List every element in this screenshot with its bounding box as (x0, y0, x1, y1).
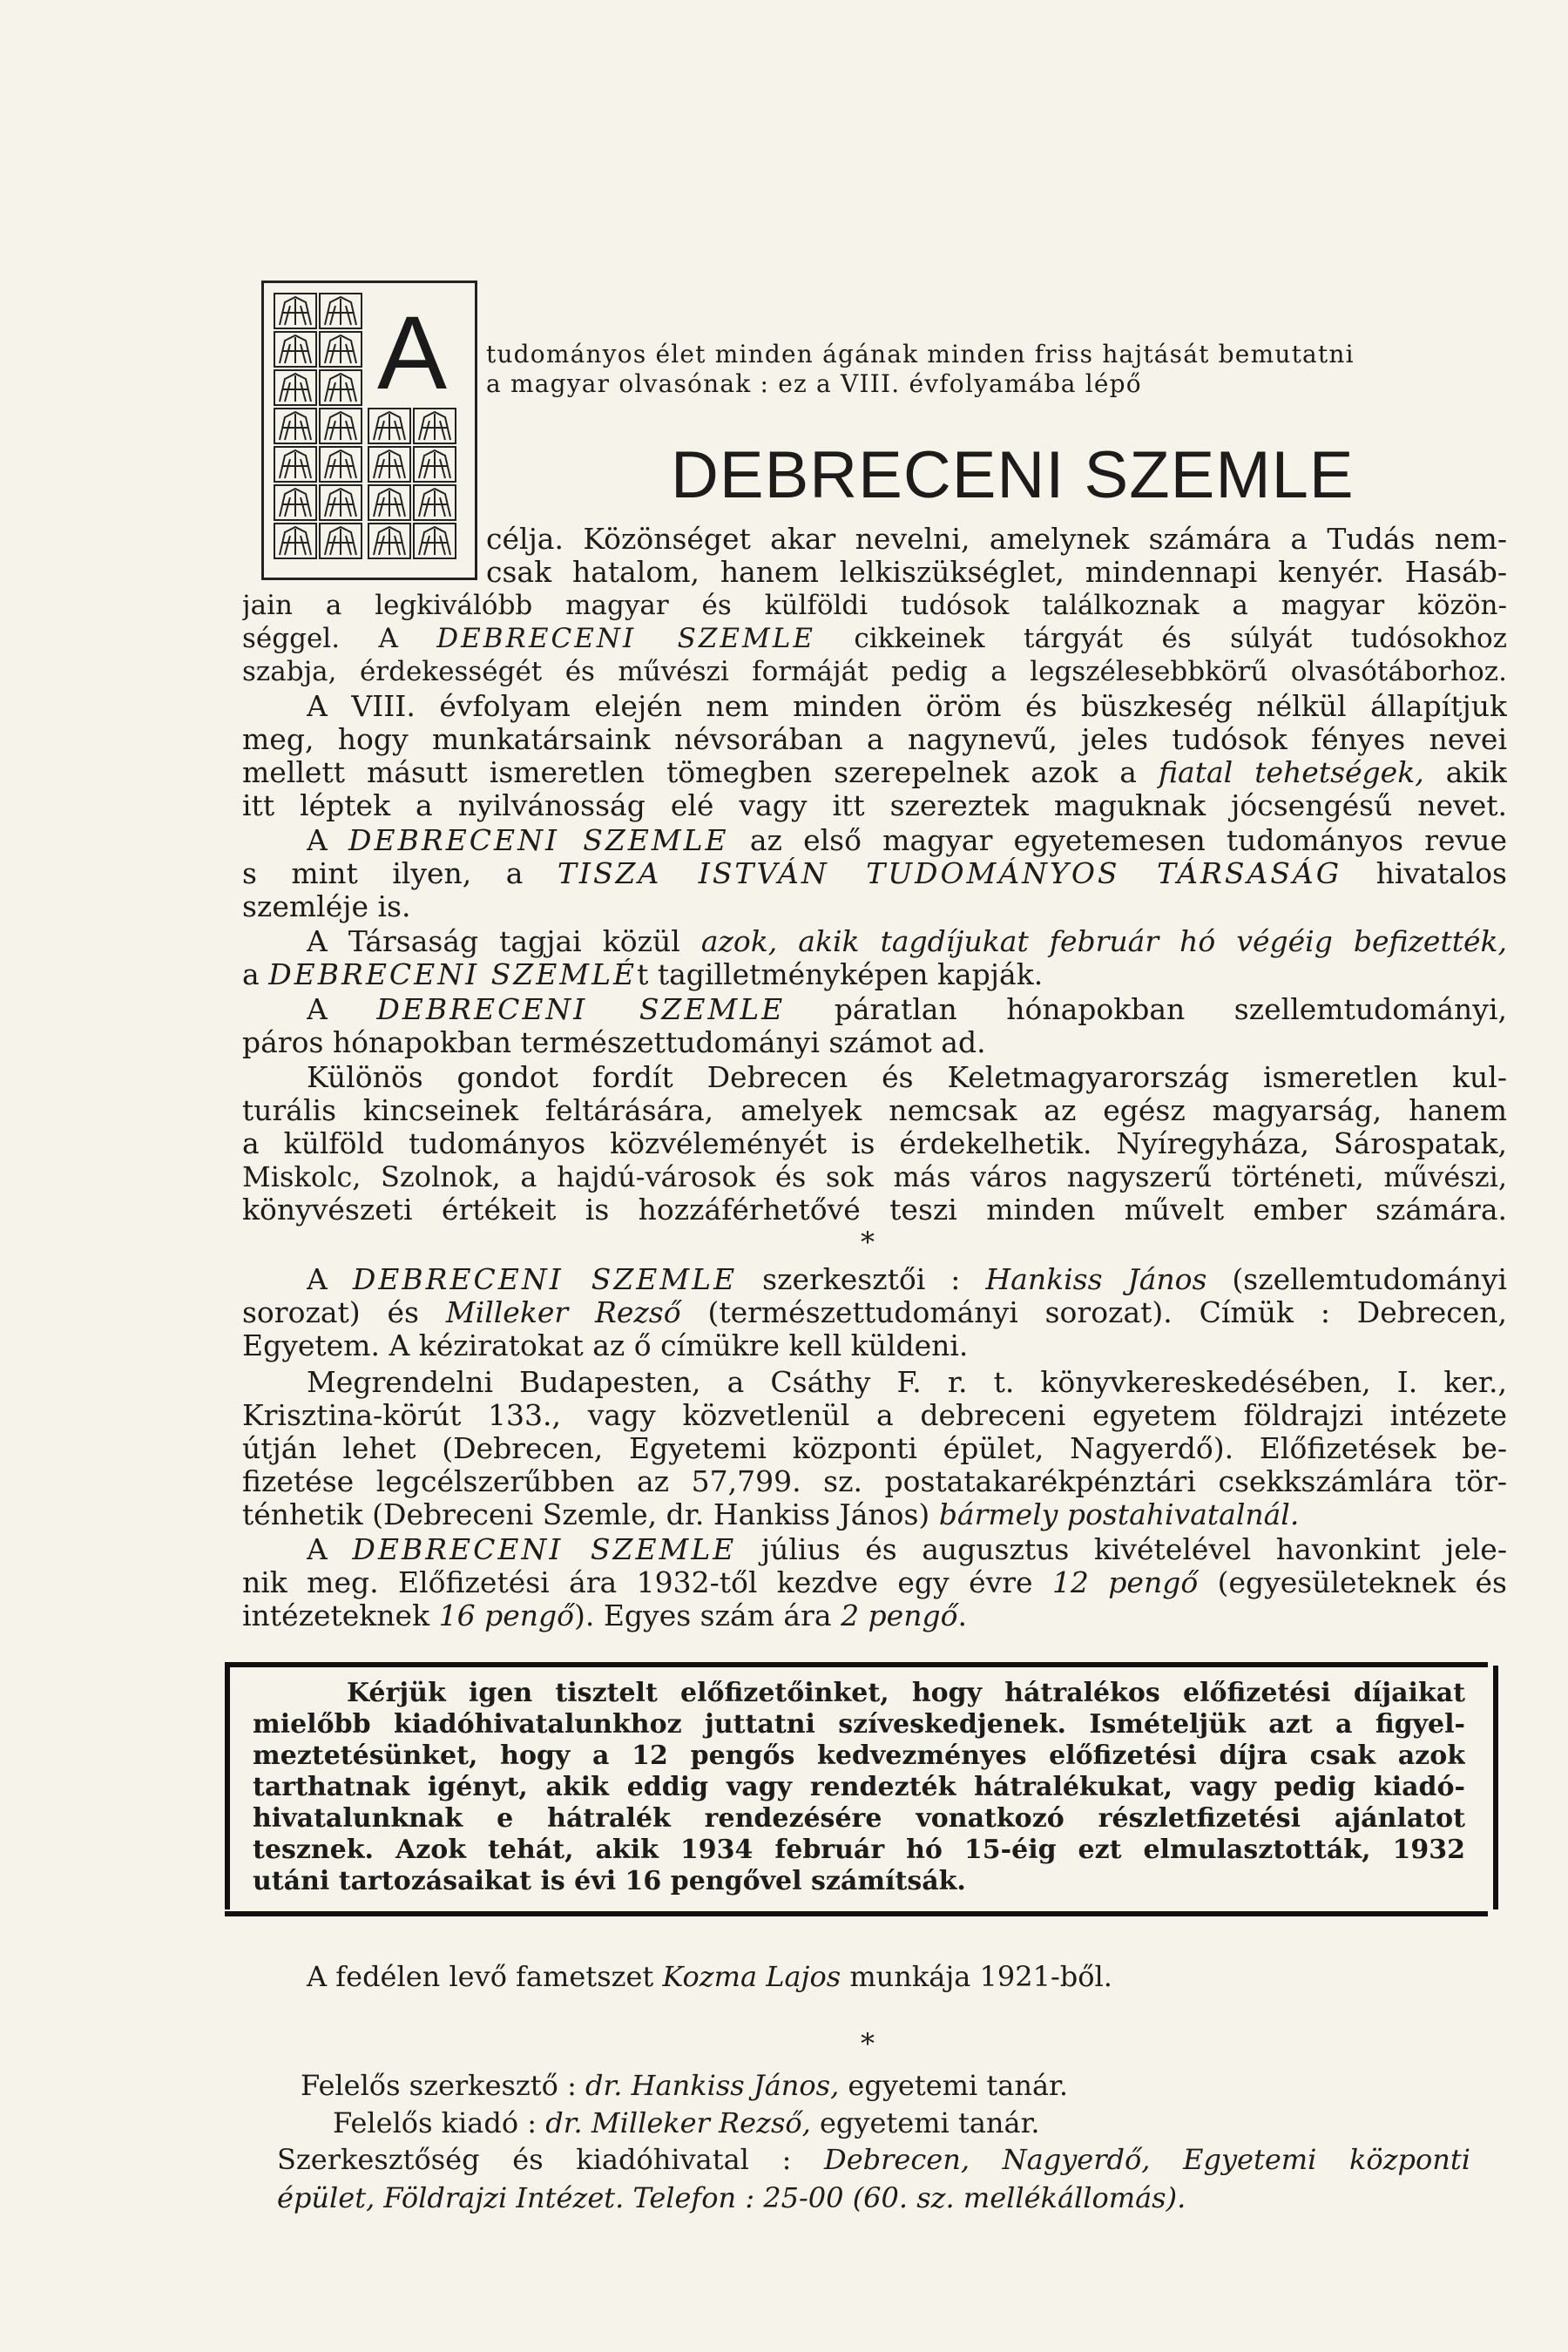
notice-line-2: mielőbb kiadóhivatalunkhoz juttatni szíveskedjenek. Ismételjük azt a figyel- (253, 1709, 1465, 1740)
p2-line-2: meg, hogy munkatársaink névsorában a nagynevű, jeles tudósok fényes nevei (242, 723, 1507, 756)
p6-line-4: Miskolc, Szolnok, a hajdú-városok és sok más város nagyszerű történeti, művészi, (242, 1160, 1507, 1193)
p4-line-1: A Társaság tagjai közül azok, akik tagdíjukat február hó végéig befizették, (307, 925, 1507, 958)
p7-line-2: sorozat) és Milleker Rezső (természettudományi sorozat). Címük : Debrecen, (242, 1296, 1507, 1329)
intro-line-1: tudományos élet minden ágának minden friss hajtását bemutatni (486, 340, 1355, 368)
cover-credit: A fedélen levő fametszet Kozma Lajos munkája 1921-ből. (307, 1960, 1112, 1993)
p9-line-2: nik meg. Előfizetési ára 1932-től kezdve egy évre 12 pengő (egyesületeknek és (242, 1566, 1507, 1599)
p1-line-4: séggel. A DEBRECENI SZEMLE cikkeinek tárgyát és súlyát tudósokhoz (242, 623, 1507, 654)
intro-line-2: a magyar olvasónak : ez a VIII. évfolyamába lépő (486, 369, 1142, 398)
p6-line-5: könyvészeti értékeit is hozzáférhetővé teszi minden művelt ember számára. (242, 1193, 1507, 1227)
p2-line-1: A VIII. évfolyam elején nem minden öröm és büszkeség nélkül állapítjuk (307, 690, 1507, 723)
p9-line-3: intézeteknek 16 pengő). Egyes szám ára 2 pengő. (242, 1599, 967, 1632)
footer-editor: Felelős szerkesztő : dr. Hankiss János, egyetemi tanár. (301, 2069, 1068, 2102)
p8-line-1: Megrendelni Budapesten, a Csáthy F. r. t. könyvkereskedésében, I. ker., (307, 1366, 1507, 1399)
ornamental-initial (261, 280, 477, 580)
p1-line-1: célja. Közönséget akar nevelni, amelynek számára a Tudás nem- (486, 523, 1507, 556)
footer-address: épület, Földrajzi Intézet. Telefon : 25-00 (60. sz. mellékállomás). (277, 2181, 1186, 2214)
footer-publisher: Felelős kiadó : dr. Milleker Rezső, egyetemi tanár. (333, 2106, 1040, 2139)
p9-line-1: A DEBRECENI SZEMLE július és augusztus kivételével havonkint jele- (307, 1533, 1507, 1566)
journal-title: DEBRECENI SZEMLE (671, 438, 1355, 512)
p6-line-2: turális kincseinek feltárására, amelyek nemcsak az egész magyarság, hanem (242, 1094, 1507, 1127)
notice-rule-bottom (225, 1911, 1488, 1916)
notice-line-7: utáni tartozásaikat is évi 16 pengővel számítsák. (253, 1866, 966, 1896)
p5-line-1: A DEBRECENI SZEMLE páratlan hónapokban szellemtudományi, (307, 993, 1507, 1026)
p4-line-2: a DEBRECENI SZEMLÉt tagilletményképen kapják. (242, 958, 1044, 991)
p2-line-3: mellett másutt ismeretlen tömegben szerepelnek azok a fiatal tehetségek, akik (242, 756, 1507, 789)
p2-line-4: itt léptek a nyilvánosság elé vagy itt szereztek maguknak jócsengésű nevet. (242, 789, 1507, 822)
p3-line-3: szemléje is. (242, 890, 411, 923)
journal-name-inline: DEBRECENI SZEMLE (436, 623, 815, 654)
p3-line-2: s mint ilyen, a TISZA ISTVÁN TUDOMÁNYOS TÁRSASÁG hivatalos (242, 857, 1507, 890)
p8-line-2: Krisztina-körút 133., vagy közvetlenül a debreceni egyetem földrajzi intézete (242, 1399, 1507, 1432)
notice-line-4: tarthatnak igényt, akik eddig vagy rendezték hátralékukat, vagy pedig kiadó- (253, 1772, 1465, 1802)
p1-line-3: jain a legkiválóbb magyar és külföldi tudósok találkoznak a magyar közön- (242, 590, 1507, 621)
p1-line-2: csak hatalom, hanem lelkiszükséglet, mindennapi kenyér. Hasáb- (486, 556, 1507, 589)
notice-line-5: hivatalunknak e hátralék rendezésére vonatkozó részletfizetési ajánlatot (253, 1803, 1465, 1834)
p7-line-3: Egyetem. A kéziratokat az ő címükre kell küldeni. (242, 1329, 969, 1362)
footer-office: Szerkesztőség és kiadóhivatal : Debrecen, Nagyerdő, Egyetemi központi (277, 2143, 1470, 2176)
separator-star-2: * (861, 2027, 875, 2060)
p6-line-1: Különös gondot fordít Debrecen és Keletmagyarország ismeretlen kul- (307, 1061, 1507, 1094)
p8-line-5: ténhetik (Debreceni Szemle, dr. Hankiss János) bármely postahivatalnál. (242, 1498, 1300, 1531)
p5-line-2: páros hónapokban természettudományi számot ad. (242, 1026, 986, 1059)
notice-line-1: Kérjük igen tisztelt előfizetőinket, hogy hátralékos előfizetési díjaikat (347, 1678, 1465, 1708)
p7-line-1: A DEBRECENI SZEMLE szerkesztői : Hankiss János (szellemtudományi (307, 1263, 1507, 1296)
p3-line-1: A DEBRECENI SZEMLE az első magyar egyetemesen tudományos revue (307, 824, 1507, 857)
notice-line-3: meztetésünket, hogy a 12 pengős kedvezményes előfizetési díjra csak azok (253, 1740, 1465, 1771)
p8-line-3: útján lehet (Debrecen, Egyetemi központi épület, Nagyerdő). Előfizetések be- (242, 1432, 1507, 1465)
p8-line-4: fizetése legcélszerűbben az 57,799. sz. postatakarékpénztári csekkszámlára tör- (242, 1465, 1507, 1498)
notice-line-6: tesznek. Azok tehát, akik 1934 február hó 15-éig ezt elmulasztották, 1932 (253, 1835, 1465, 1865)
p6-line-3: a külföld tudományos közvéleményét is érdekelhetik. Nyíregyháza, Sárospatak, (242, 1127, 1507, 1160)
p1-line-5: szabja, érdekességét és művészi formáját pedig a legszélesebbkörű olvasótáborhoz. (242, 656, 1507, 687)
separator-star-1: * (861, 1226, 875, 1259)
initial-letter: A (377, 294, 448, 411)
